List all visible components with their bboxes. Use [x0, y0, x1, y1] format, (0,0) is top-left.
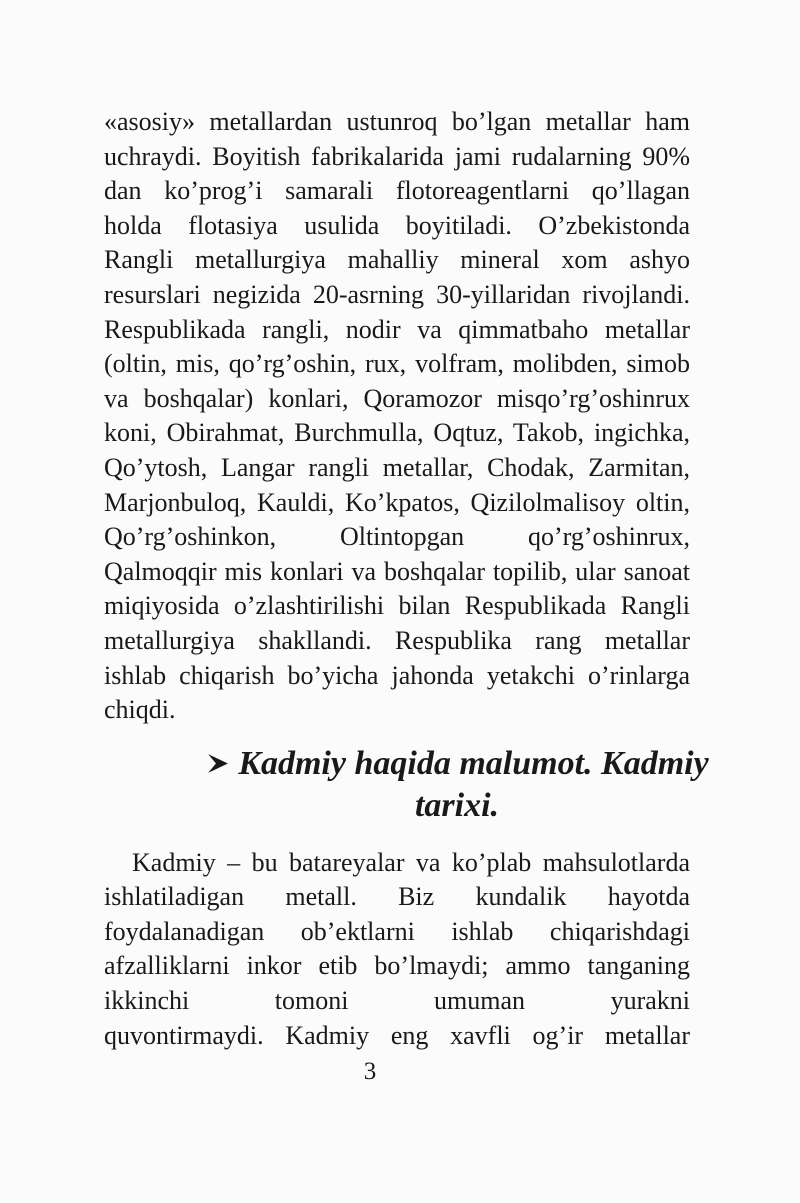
arrowhead-right-icon: [205, 751, 230, 776]
text-line: koni, Obirahmat, Burchmulla, Oqtuz, Takob, ingichka,: [104, 418, 690, 448]
text-line: Marjonbuloq, Kauldi, Ko’kpatos, Qizilolmalisoy oltin,: [104, 487, 690, 517]
text-line: Qalmoqqir mis konlari va boshqalar topilib, ular sanoat: [104, 556, 690, 586]
paragraph-metallurgiya: [104, 105, 690, 728]
text-line: miqiyosida o’zlashtirilishi bilan Respublikada Rangli: [104, 591, 690, 621]
text-line: metallurgiya shakllandi. Respublika rang metallar: [104, 625, 690, 655]
text-line: «asosiy» metallardan ustunroq bo’lgan metallar ham: [104, 107, 690, 136]
text-line: dan ko’prog’i samarali flotoreagentlarni qo’llagan: [104, 176, 690, 206]
text-line: Kadmiy – bu batareyalar va ko’plab mahsulotlarda: [132, 847, 690, 877]
text-line: holda flotasiya usulida boyitiladi. O’zbekistonda: [104, 210, 690, 240]
section-heading: [164, 743, 750, 827]
text-line: va boshqalar) konlari, Qoramozor misqo’rg’oshinrux: [104, 383, 690, 413]
page-number: 3: [363, 1058, 377, 1086]
text-line: resurslari negizida 20-asrning 30-yillaridan rivojlandi.: [104, 279, 690, 309]
text-line: ishlab chiqarish bo’yicha jahonda yetakchi o’rinlarga: [104, 660, 690, 690]
text-line: foydalanadigan ob’ektlarni ishlab chiqarishdagi: [104, 916, 690, 946]
heading-line-1: [164, 743, 750, 785]
text-line: Qo’ytosh, Langar rangli metallar, Chodak, Zarmitan,: [104, 452, 690, 482]
text-line: uchraydi. Boyitish fabrikalarida jami rudalarning 90%: [104, 141, 690, 171]
text-line: chiqdi.: [104, 695, 176, 725]
text-line: (oltin, mis, qo’rg’oshin, rux, volfram, molibden, simob: [104, 349, 690, 379]
text-line: Qo’rg’oshinkon, Oltintopgan qo’rg’oshinrux,: [104, 522, 690, 552]
text-line: Respublikada rangli, nodir va qimmatbaho metallar: [104, 314, 690, 344]
text-block: [104, 105, 709, 1087]
text-line: Rangli metallurgiya mahalliy mineral xom ashyo: [104, 245, 690, 275]
heading-line-2: tarixi.: [414, 786, 500, 824]
heading-title-part-1: Kadmiy haqida malumot. Kadmiy: [238, 744, 709, 782]
text-line: afzalliklarni inkor etib bo’lmaydi; ammo tanganing: [104, 951, 690, 981]
paragraph-kadmiy: [104, 846, 690, 1054]
text-line: ikkinchi tomoni umuman yurakni: [104, 986, 690, 1016]
text-line: ishlatiladigan metall. Biz kundalik hayotda: [104, 882, 690, 912]
text-line: quvontirmaydi. Kadmiy eng xavfli og’ir metallar: [104, 1020, 690, 1050]
